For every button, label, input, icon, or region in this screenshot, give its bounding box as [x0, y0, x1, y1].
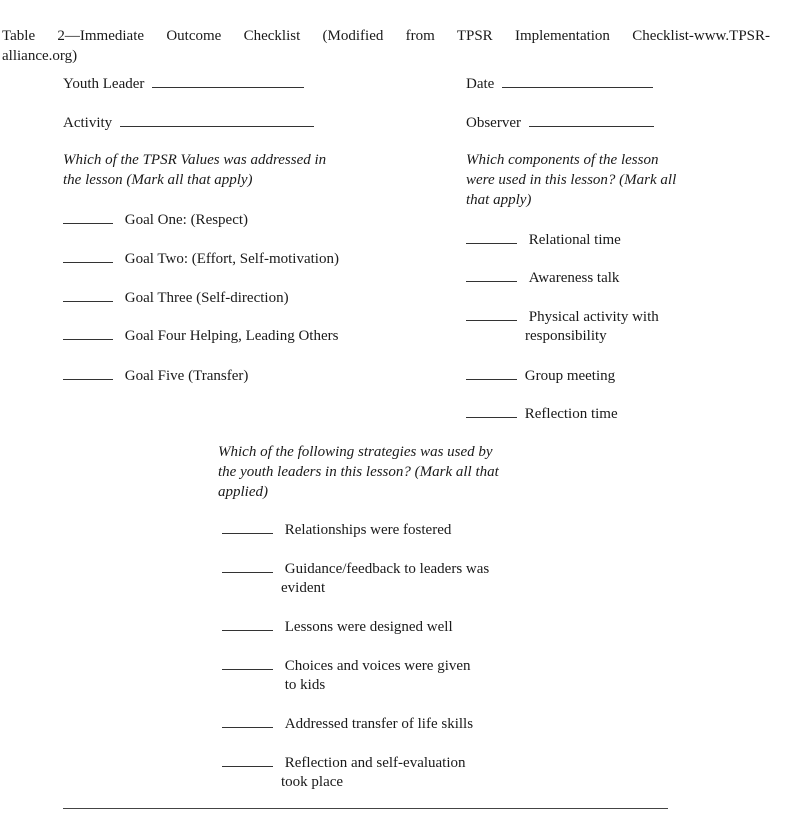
values-checkbox-blank[interactable]	[63, 248, 113, 263]
activity-blank[interactable]	[120, 112, 314, 127]
strategies-checkbox-blank[interactable]	[222, 713, 273, 728]
strategies-question-line2: the youth leaders in this lesson? (Mark all that	[218, 464, 499, 480]
strategies-item-label: Reflection and self-evaluation	[284, 755, 466, 771]
strategies-item	[222, 616, 453, 637]
activity-label: Activity	[63, 115, 113, 131]
values-item-label: Goal Three (Self-direction)	[124, 290, 289, 306]
strategies-checkbox-blank[interactable]	[222, 519, 273, 534]
date-field	[466, 73, 653, 94]
strategies-item-label-cont: evident	[281, 580, 326, 596]
youth-leader-field	[63, 73, 304, 94]
strategies-item-label-cont: took place	[281, 774, 344, 790]
values-item-label: Goal Four Helping, Leading Others	[124, 328, 339, 344]
components-checkbox-blank[interactable]	[466, 267, 517, 282]
values-question-line1: Which of the TPSR Values was addressed in	[63, 152, 327, 168]
values-checkbox-blank[interactable]	[63, 365, 113, 380]
components-question-line3: that apply)	[466, 192, 532, 208]
values-item	[63, 325, 338, 346]
components-item	[466, 306, 659, 327]
strategies-item-label: Lessons were designed well	[284, 619, 453, 635]
values-item	[63, 365, 248, 386]
components-checkbox-blank[interactable]	[466, 229, 517, 244]
values-checkbox-blank[interactable]	[63, 325, 113, 340]
activity-field	[63, 112, 314, 133]
components-item	[466, 365, 615, 386]
youth-leader-label: Youth Leader	[63, 76, 145, 92]
components-item	[466, 229, 621, 250]
components-item	[466, 267, 619, 288]
components-item-label-cont: responsibility	[525, 328, 607, 344]
table-caption-line2: alliance.org)	[2, 48, 78, 64]
components-question-line1: Which components of the lesson	[466, 152, 659, 168]
strategies-question-line3: applied)	[218, 484, 268, 500]
observer-label: Observer	[466, 115, 521, 131]
youth-leader-blank[interactable]	[152, 73, 304, 88]
strategies-item-label-cont: to kids	[281, 677, 326, 693]
components-item-label: Group meeting	[524, 368, 616, 384]
strategies-question-line1: Which of the following strategies was used by	[218, 444, 493, 460]
values-checkbox-blank[interactable]	[63, 287, 113, 302]
strategies-item-label: Relationships were fostered	[284, 522, 452, 538]
values-item	[63, 248, 339, 269]
strategies-item	[222, 752, 466, 773]
strategies-item	[222, 713, 473, 734]
strategies-checkbox-blank[interactable]	[222, 616, 273, 631]
strategies-checkbox-blank[interactable]	[222, 655, 273, 670]
components-item-label: Reflection time	[524, 406, 618, 422]
values-item-label: Goal Two: (Effort, Self-motivation)	[124, 251, 339, 267]
values-item	[63, 209, 248, 230]
bottom-divider	[63, 808, 668, 809]
observer-field	[466, 112, 654, 133]
values-item-label: Goal Five (Transfer)	[124, 368, 249, 384]
strategies-item-label: Guidance/feedback to leaders was	[284, 561, 490, 577]
components-item-label: Awareness talk	[528, 270, 620, 286]
values-item-label: Goal One: (Respect)	[124, 212, 249, 228]
strategies-item	[222, 519, 451, 540]
strategies-item-label: Choices and voices were given	[284, 658, 471, 674]
components-checkbox-blank[interactable]	[466, 306, 517, 321]
strategies-checkbox-blank[interactable]	[222, 558, 273, 573]
components-question-line2: were used in this lesson? (Mark all	[466, 172, 677, 188]
components-checkbox-blank[interactable]	[466, 365, 517, 380]
components-item-label: Relational time	[528, 232, 621, 248]
values-question-line2: the lesson (Mark all that apply)	[63, 172, 253, 188]
date-label: Date	[466, 76, 495, 92]
table-caption-line1: Table 2—Immediate Outcome Checklist (Modified from TPSR Implementation Checklist-www.TPSR-	[2, 28, 770, 44]
strategies-item	[222, 558, 489, 579]
date-blank[interactable]	[502, 73, 653, 88]
strategies-item-label: Addressed transfer of life skills	[284, 716, 474, 732]
strategies-checkbox-blank[interactable]	[222, 752, 273, 767]
values-checkbox-blank[interactable]	[63, 209, 113, 224]
strategies-item	[222, 655, 471, 676]
components-checkbox-blank[interactable]	[466, 403, 517, 418]
components-item-label: Physical activity with	[528, 309, 659, 325]
components-item	[466, 403, 618, 424]
observer-blank[interactable]	[529, 112, 654, 127]
values-item	[63, 287, 289, 308]
